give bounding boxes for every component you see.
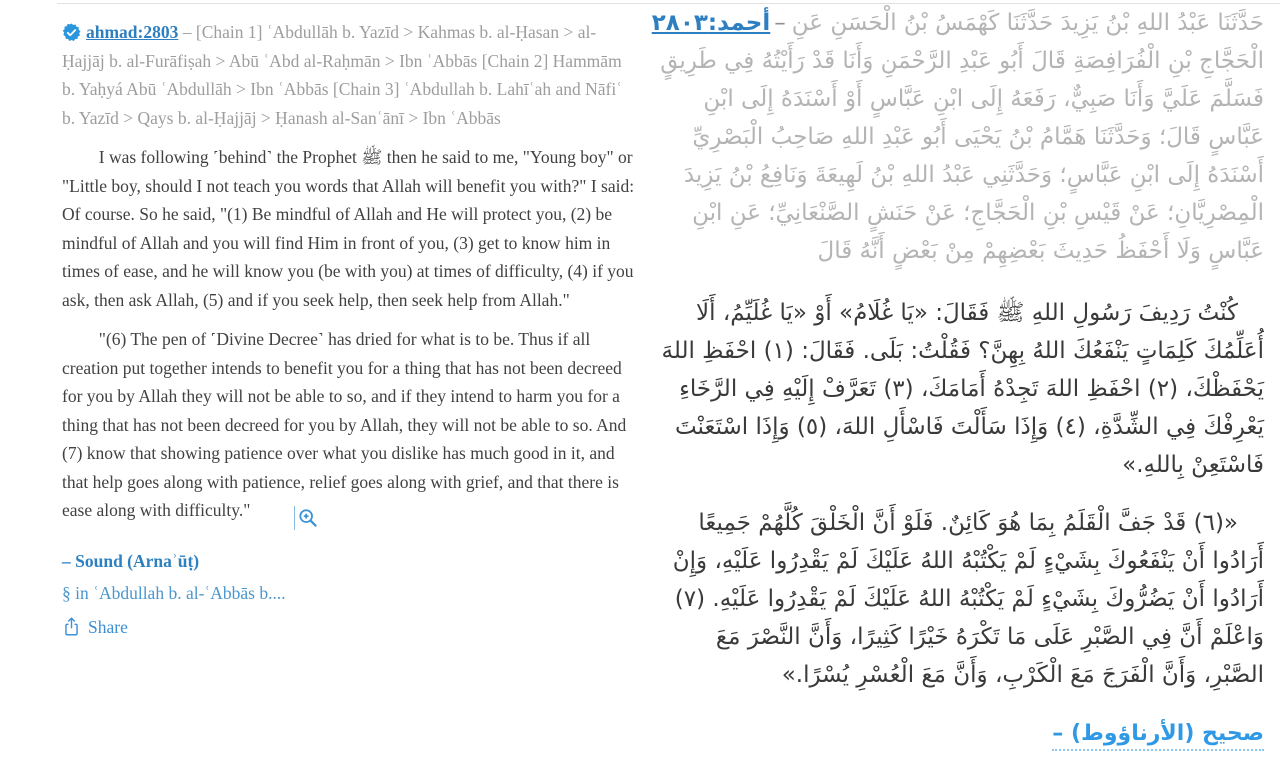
hadith-arabic-paragraph-1: كُنْتُ رَدِيفَ رَسُولِ اللهِ ﷺ فَقَالَ: «يَا غُلَامُ» أَوْ «يَا غُلَيِّمُ، أَلَا أُعَلِّمُكَ كَلِمَاتٍ يَنْفَعُكَ اللهُ بِهِنَّ؟ فَقُلْتُ: بَلَى. فَقَالَ: (١) احْفَظِ اللهَ يَحْفَظْكَ، (٢) احْفَظِ اللهَ تَجِدْهُ أَمَامَكَ، (٣) تَعَرَّفْ إِلَيْهِ فِي الرَّخَاءِ يَعْرِفْكَ فِي الشِّدَّةِ، (٤) وَإِذَا سَأَلْتَ فَاسْأَلِ اللهَ، (٥) وَإِذَا اسْتَعَنْتَ فَاسْتَعِنْ بِاللهِ.»: [661, 300, 1264, 478]
hadith-ref-link[interactable]: ahmad:2803: [86, 22, 179, 42]
chapter-reference: [62, 579, 636, 608]
hadith-ref-link-ar[interactable]: أحمد:٢٨٠٣: [651, 10, 771, 36]
verified-badge-icon: [62, 22, 81, 41]
zoom-in-icon[interactable]: [257, 502, 319, 531]
zoom-divider-line: [294, 506, 295, 530]
translation-paragraph-2-text: "(6) The pen of ˹Divine Decree˺ has dried for what is to be. Thus if all creation put together intends to benefit you for a thing that has not been decreed for you by Allah they will not be able to so, and if they intend to harm you for a thing that has not been decreed for you by Allah, they will not be able to so. And (7) know that showing patience over what you dislike has much good in it, and that help goes along with patience, relief goes along with grief, and that there is ease along with difficulty.": [62, 329, 627, 520]
hadith-header-ar: [650, 4, 1264, 270]
translation-paragraph-2: [62, 325, 636, 531]
hadith-arabic-paragraph-2: «(٦) قَدْ جَفَّ الْقَلَمُ بِمَا هُوَ كَائِنٌ. فَلَوْ أَنَّ الْخَلْقَ كُلَّهُمْ جَمِيعًا أَرَادُوا أَنْ يَنْفَعُوكَ بِشَيْءٍ لَمْ يَكْتُبْهُ اللهُ عَلَيْكَ لَمْ يَقْدِرُوا عَلَيْهِ، وَإِنْ أَرَادُوا أَنْ يَضُرُّوكَ بِشَيْءٍ لَمْ يَكْتُبْهُ اللهُ عَلَيْكَ لَمْ يَقْدِرُوا عَلَيْهِ. (٧) وَاعْلَمْ أَنَّ فِي الصَّبْرِ عَلَى مَا تَكْرَهُ خَيْرًا كَثِيرًا، وَأَنَّ النَّصْرَ مَعَ الصَّبْرِ، وَأَنَّ الْفَرَجَ مَعَ الْكَرْبِ، وَأَنَّ مَعَ الْعُسْرِ يُسْرًا.»: [672, 510, 1264, 688]
grade-en: – Sound (Arnaʾūṭ): [62, 550, 200, 571]
share-label: Share: [88, 616, 128, 637]
grade-ar: [650, 714, 1264, 753]
share-icon: [62, 616, 81, 637]
dash-separator: –: [774, 10, 786, 36]
narration-chain-ar: حَدَّثَنَا عَبْدُ اللهِ بْنُ يَزِيدَ حَدَّثَنَا كَهْمَسُ بْنُ الْحَسَنِ عَنِ الْحَجَّاجِ بْنِ الْفُرَافِصَةِ قَالَ أَبُو عَبْدِ الرَّحْمَنِ وَأَنَا قَدْ رَأَيْتُهُ فِي طَرِيقٍ فَسَلَّمَ عَلَيَّ وَأَنَا صَبِيٌّ، رَفَعَهُ إِلَى ابْنِ عَبَّاسٍ أَوْ أَسْنَدَهُ إِلَى ابْنِ عَبَّاسٍ قَالَ؛ وَحَدَّثَنَا هَمَّامُ بْنُ يَحْيَى أَبُو عَبْدِ اللهِ صَاحِبُ الْبَصْرِيِّ أَسْنَدَهُ إِلَى ابْنِ عَبَّاسٍ؛ وَحَدَّثَنِي عَبْدُ اللهِ بْنُ لَهِيعَةَ وَنَافِعُ بْنُ يَزِيدَ الْمِصْرِيَّانِ؛ عَنْ قَيْسِ بْنِ الْحَجَّاجِ؛ عَنْ حَنَشٍ الصَّنْعَانِيِّ؛ عَنِ ابْنِ عَبَّاسٍ وَلَا أَحْفَظُ حَدِيثَ بَعْضِهِمْ مِنْ بَعْضٍ أَنَّهُ قَالَ: [660, 10, 1264, 264]
chapter-ref-link[interactable]: § in ʿAbdullah b. al-ʿAbbās b....: [62, 583, 286, 603]
english-column: [62, 18, 636, 641]
hadith-header-en: [62, 18, 636, 132]
share-button[interactable]: [62, 613, 636, 642]
arabic-column: [650, 4, 1264, 753]
narration-chain-en: – [Chain 1] ʿAbdullāh b. Yazīd > Kahmas b. al-Ḥasan > al-Ḥajjāj b. al-Furāfiṣah > Abū ʿAbd al-Raḥmān > Ibn ʿAbbās [Chain 2] Hammām b. Yaḥyá Abū ʿAbdullāh > Ibn ʿAbbās [Chain 3] ʿAbdullah b. Lahīʿah and Nāfiʿ b. Yazīd > Qays b. al-Ḥajjāj > Ḥanash al-Sanʿānī > Ibn ʿAbbās: [62, 22, 623, 128]
translation-paragraph-1: I was following ˹behind˺ the Prophet ﷺ then he said to me, "Young boy" or "Little boy, should I not teach you words that Allah will benefit you with?" I said: Of course. So he said, "(1) Be mindful of Allah and He will protect you, (2) be mindful of Allah and you will find Him in front of you, (3) get to know him in times of ease, and he will know you (be with you) at times of difficulty, (4) if you ask, then ask Allah, (5) and if you seek help, then seek help from Allah.": [62, 147, 635, 310]
grade-ar-text: – صحيح (الأرناؤوط): [1052, 721, 1264, 751]
